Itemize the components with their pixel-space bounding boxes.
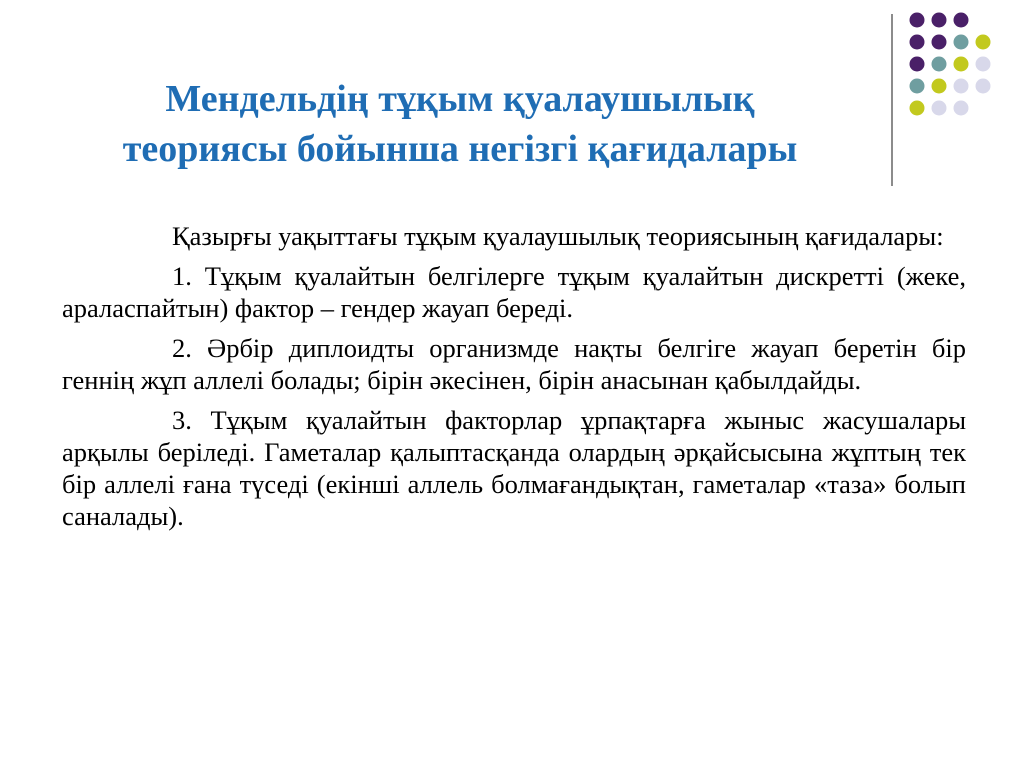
decorative-dot-purple xyxy=(910,35,925,50)
decorative-dot-olive xyxy=(976,35,991,50)
decorative-dot-teal xyxy=(954,35,969,50)
decorative-dot-olive xyxy=(954,57,969,72)
title-line-2: теориясы бойынша негізгі қағидалары xyxy=(122,128,798,170)
body-paragraph-principle-1: 1. Тұқым қуалайтын белгілерге тұқым қуалайтын дискретті (жеке, араласпайтын) фактор – гендер жауап береді. xyxy=(62,261,966,323)
decorative-dot-purple xyxy=(910,57,925,72)
decorative-dot-lavender xyxy=(954,79,969,94)
decorative-dot-lavender xyxy=(954,101,969,116)
decorative-dot-teal xyxy=(910,79,925,94)
decorative-dot-lavender xyxy=(932,101,947,116)
decorative-dot-purple xyxy=(932,13,947,28)
decorative-dot-grid xyxy=(0,0,1024,200)
body-paragraph-principle-3: 3. Тұқым қуалайтын факторлар ұрпақтарға жыныс жасушалары арқылы беріледі. Гаметалар қалыптасқанда олардың әрқайсысына жұптың тек бір аллелі ғана түседі (екінші аллель болмағандықтан, гаметалар «таза» болып саналады). xyxy=(62,405,966,531)
slide-body xyxy=(62,220,966,540)
title-line-1: Мендельдің тұқым қуалаушылық xyxy=(165,78,755,120)
decorative-dot-purple xyxy=(954,13,969,28)
body-paragraph-principle-2: 2. Әрбір диплоидты организмде нақты белгіге жауап беретін бір геннің жұп аллелі болады; бірін әкесінен, бірін анасынан қабылдайды. xyxy=(62,333,966,395)
decorative-dot-purple xyxy=(910,13,925,28)
decorative-dot-olive xyxy=(910,101,925,116)
body-paragraph-intro: Қазырғы уақыттағы тұқым қуалаушылық теориясының қағидалары: xyxy=(172,221,944,251)
decorative-dot-lavender xyxy=(976,79,991,94)
decorative-dot-teal xyxy=(932,57,947,72)
decorative-dot-purple xyxy=(932,35,947,50)
decorative-dot-olive xyxy=(932,79,947,94)
decorative-dot-lavender xyxy=(976,57,991,72)
